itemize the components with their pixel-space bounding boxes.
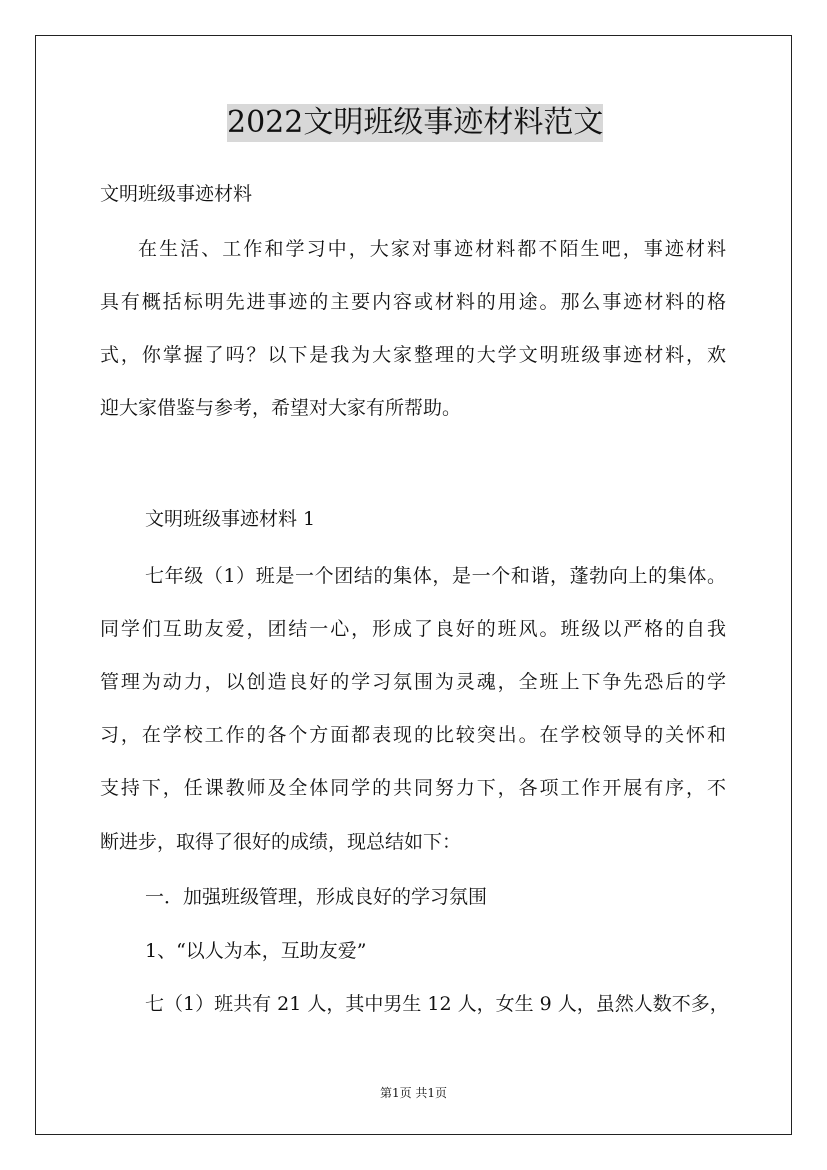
intro-line-2: 具有概括标明先进事迹的主要内容或材料的用途。那么事迹材料的格 [100,291,726,313]
paragraph-last-line: 七（1）班共有 21 人，其中男生 12 人，女生 9 人，虽然人数不多， [145,993,729,1015]
page-footer: 第1页 共1页 [379,1086,448,1100]
body-line-6: 断进步，取得了很好的成绩，现总结如下： [100,831,462,853]
body-line-1: 七年级（1）班是一个团结的集体，是一个和谐，蓬勃向上的集体。 [145,565,726,587]
heading-1-1: 1、“以人为本，互助友爱” [145,940,367,962]
intro-line-1: 在生活、工作和学习中，大家对事迹材料都不陌生吧，事迹材料 [138,238,726,260]
section-title: 文明班级事迹材料 1 [145,508,316,530]
intro-line-3: 式，你掌握了吗？以下是我为大家整理的大学文明班级事迹材料，欢 [100,344,726,366]
body-line-2: 同学们互助友爱，团结一心，形成了良好的班风。班级以严格的自我 [100,618,726,640]
document-subtitle: 文明班级事迹材料 [100,183,253,205]
heading-1: 一．加强班级管理，形成良好的学习氛围 [145,886,488,908]
body-line-3: 管理为动力，以创造良好的学习氛围为灵魂，全班上下争先恐后的学 [100,671,726,693]
intro-line-4: 迎大家借鉴与参考，希望对大家有所帮助。 [100,397,462,419]
document-title: 2022文明班级事迹材料范文 [227,105,604,140]
body-line-5: 支持下，任课教师及全体同学的共同努力下，各项工作开展有序，不 [100,777,726,799]
body-line-4: 习，在学校工作的各个方面都表现的比较突出。在学校领导的关怀和 [100,724,726,746]
